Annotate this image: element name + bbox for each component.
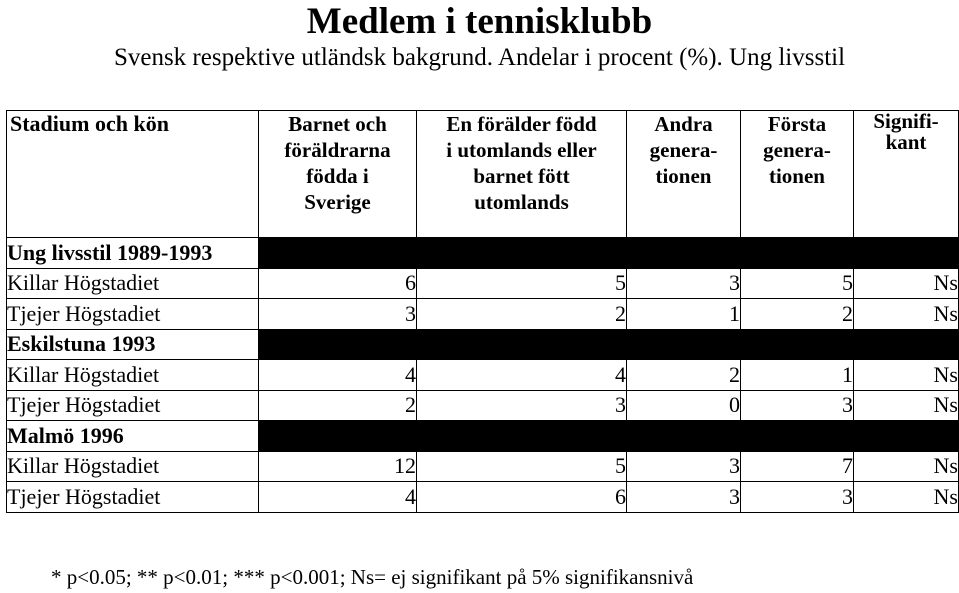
page-title: Medlem i tennisklubb — [306, 1, 653, 42]
section-label: Eskilstuna 1993 — [7, 329, 259, 360]
table-cell: 2 — [417, 299, 627, 330]
section-label: Malmö 1996 — [7, 421, 259, 452]
section-fill-bar — [259, 421, 959, 452]
table-row — [7, 360, 959, 391]
table-cell: Ns — [854, 390, 959, 421]
section-label: Ung livsstil 1989-1993 — [7, 238, 259, 269]
column-header-first-generation: Första genera- tionen — [741, 111, 854, 238]
table-cell: 4 — [259, 360, 417, 391]
section-fill-bar — [259, 329, 959, 360]
table-row — [7, 299, 959, 330]
table-header — [7, 111, 959, 238]
table-cell: 1 — [627, 299, 741, 330]
table-cell: 4 — [259, 482, 417, 513]
table-row — [7, 268, 959, 299]
row-label: Tjejer Högstadiet — [7, 482, 259, 513]
table-cell: 1 — [741, 360, 854, 391]
table-cell: 6 — [417, 482, 627, 513]
header-row — [7, 111, 959, 238]
table-cell: Ns — [854, 268, 959, 299]
table-cell: 2 — [259, 390, 417, 421]
table-cell: 5 — [741, 268, 854, 299]
table-row — [7, 390, 959, 421]
table-cell: Ns — [854, 299, 959, 330]
table-cell: Ns — [854, 451, 959, 482]
table-cell: 3 — [417, 390, 627, 421]
data-table — [6, 110, 959, 513]
table-cell: 2 — [741, 299, 854, 330]
table-cell: 3 — [741, 390, 854, 421]
row-label: Tjejer Högstadiet — [7, 299, 259, 330]
table-body — [7, 238, 959, 513]
column-header-significant: Signifi- kant — [854, 111, 959, 238]
row-label: Killar Högstadiet — [7, 451, 259, 482]
table-cell: 3 — [627, 482, 741, 513]
table-cell: 5 — [417, 268, 627, 299]
section-fill-bar — [259, 238, 959, 269]
row-label: Killar Högstadiet — [7, 360, 259, 391]
section-row — [7, 329, 959, 360]
table-cell: 5 — [417, 451, 627, 482]
section-row — [7, 238, 959, 269]
table-cell: 7 — [741, 451, 854, 482]
table-cell: Ns — [854, 482, 959, 513]
table-cell: 0 — [627, 390, 741, 421]
table-cell: 3 — [627, 451, 741, 482]
table-cell: 6 — [259, 268, 417, 299]
table-cell: 2 — [627, 360, 741, 391]
column-header-stage-gender: Stadium och kön — [7, 111, 259, 238]
page-subtitle: Svensk respektive utländsk bakgrund. Andelar i procent (%). Ung livsstil — [113, 44, 846, 71]
row-label: Killar Högstadiet — [7, 268, 259, 299]
table-cell: 4 — [417, 360, 627, 391]
footnote: * p<0.05; ** p<0.01; *** p<0.001; Ns= ej signifikant på 5% signifikansnivå — [51, 565, 694, 589]
section-row — [7, 421, 959, 452]
table-cell: 12 — [259, 451, 417, 482]
table-row — [7, 451, 959, 482]
table-cell: 3 — [741, 482, 854, 513]
column-header-born-in-sweden: Barnet och föräldrarna födda i Sverige — [259, 111, 417, 238]
row-label: Tjejer Högstadiet — [7, 390, 259, 421]
table-row — [7, 482, 959, 513]
column-header-one-parent-abroad: En förälder född i utomlands eller barnet fött utomlands — [417, 111, 627, 238]
table-cell: 3 — [259, 299, 417, 330]
column-header-second-generation: Andra genera- tionen — [627, 111, 741, 238]
table-cell: Ns — [854, 360, 959, 391]
table-cell: 3 — [627, 268, 741, 299]
